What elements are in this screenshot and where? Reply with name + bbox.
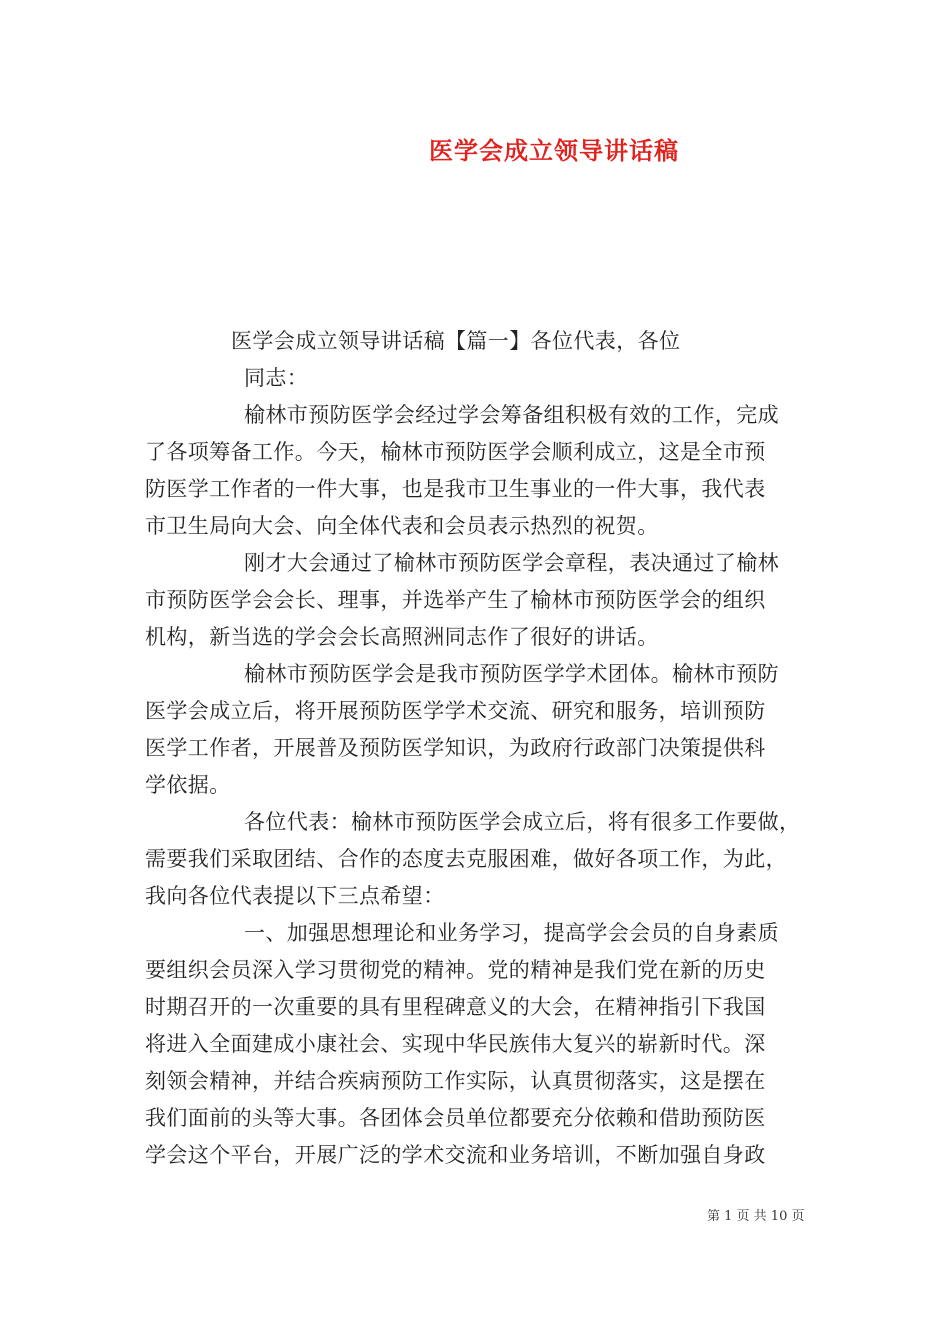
text-line: 榆林市预防医学会是我市预防医学学术团体。榆林市预防 [244, 662, 779, 686]
text-line: 市卫生局向大会、向全体代表和会员表示热烈的祝贺。 [145, 514, 659, 538]
page-number: 第 1 页 共 10 页 [707, 1209, 805, 1224]
text-line: 了各项筹备工作。今天，榆林市预防医学会顺利成立，这是全市预 [145, 440, 766, 464]
text-line: 各位代表：榆林市预防医学会成立后，将有很多工作要做， [244, 810, 801, 834]
text-line: 时期召开的一次重要的具有里程碑意义的大会，在精神指引下我国 [145, 995, 766, 1019]
text-line: 需要我们采取团结、合作的态度去克服困难，做好各项工作，为此， [145, 847, 787, 871]
text-line: 学会这个平台，开展广泛的学术交流和业务培训，不断加强自身政 [145, 1143, 766, 1167]
text-line: 一、加强思想理论和业务学习，提高学会会员的自身素质 [244, 921, 779, 945]
text-line: 市预防医学会会长、理事，并选举产生了榆林市预防医学会的组织 [145, 588, 766, 612]
text-line: 榆林市预防医学会经过学会筹备组积极有效的工作，完成 [244, 403, 779, 427]
text-line: 要组织会员深入学习贯彻党的精神。党的精神是我们党在新的历史 [145, 958, 766, 982]
text-line: 将进入全面建成小康社会、实现中华民族伟大复兴的崭新时代。深 [145, 1032, 766, 1056]
text-line: 同志： [244, 366, 309, 390]
text-line: 医学会成立领导讲话稿【篇一】各位代表，各位 [231, 329, 681, 353]
text-line: 我向各位代表提以下三点希望： [145, 884, 445, 908]
text-line: 医学工作者，开展普及预防医学知识，为政府行政部门决策提供科 [145, 736, 766, 760]
text-line: 医学会成立后，将开展预防医学学术交流、研究和服务，培训预防 [145, 699, 766, 723]
text-line: 学依据。 [145, 773, 231, 797]
text-line: 我们面前的头等大事。各团体会员单位都要充分依赖和借助预防医 [145, 1106, 766, 1130]
text-line: 刻领会精神，并结合疾病预防工作实际，认真贯彻落实，这是摆在 [145, 1069, 766, 1093]
text-line: 机构，新当选的学会会长高照洲同志作了很好的讲话。 [145, 625, 659, 649]
text-line: 刚才大会通过了榆林市预防医学会章程，表决通过了榆林 [244, 551, 779, 575]
text-line: 防医学工作者的一件大事，也是我市卫生事业的一件大事，我代表 [145, 477, 766, 501]
document-title: 医学会成立领导讲话稿 [429, 136, 679, 165]
document-body [145, 323, 825, 1174]
